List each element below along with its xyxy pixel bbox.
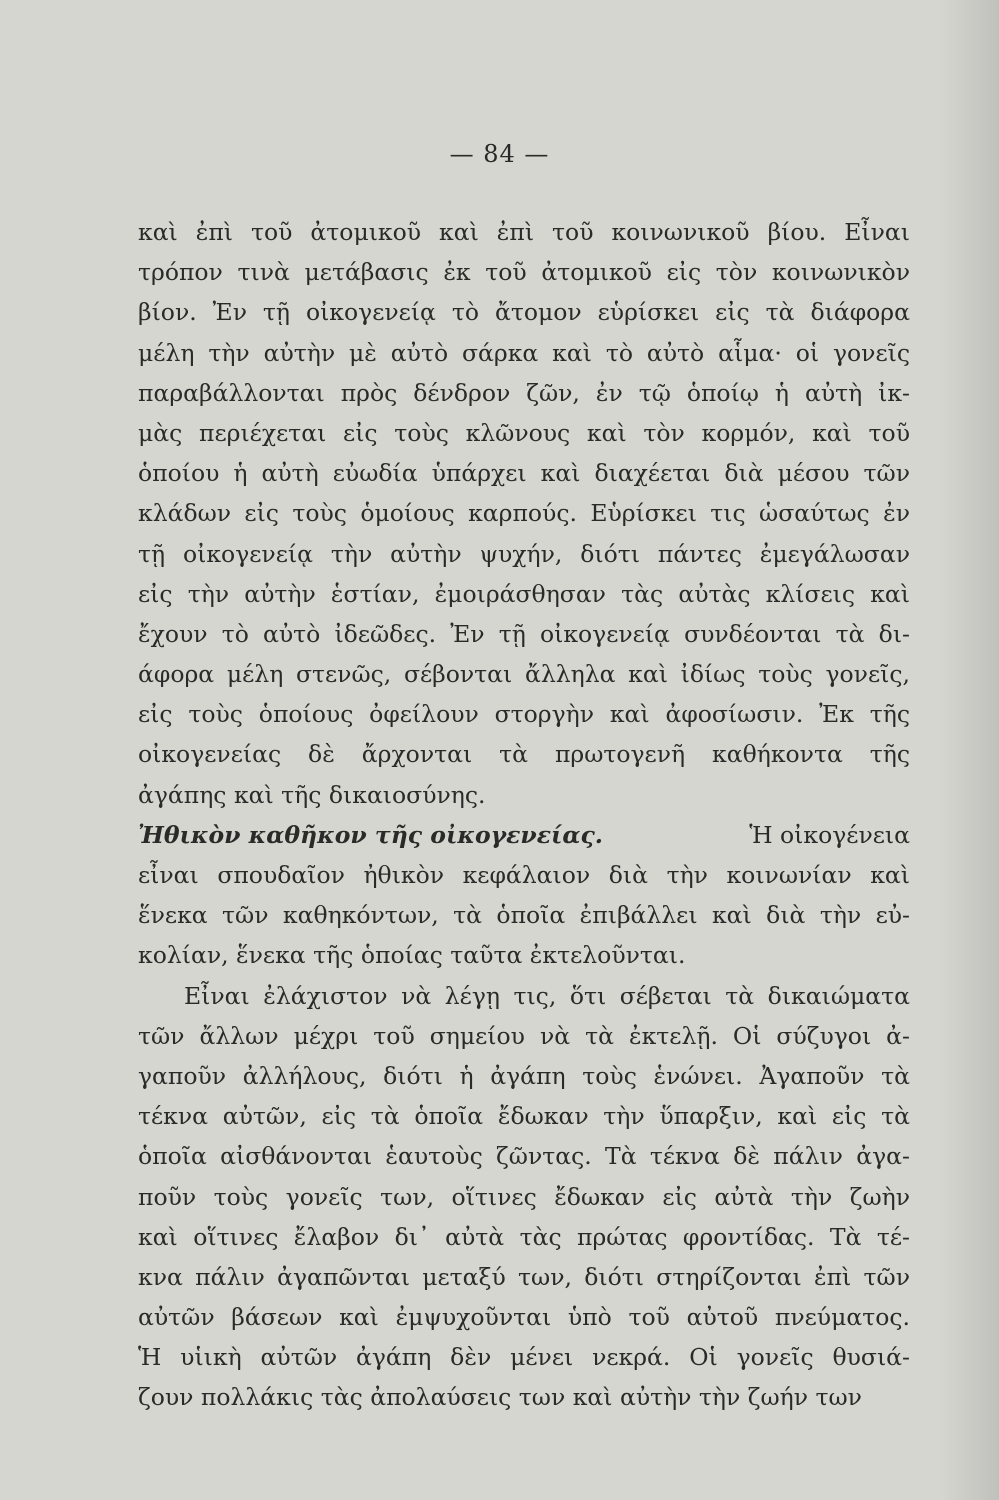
text-line [138, 976, 910, 1016]
line-text: καὶ ἐπὶ τοῦ ἀτομικοῦ καὶ ἐπὶ τοῦ κοινωνικοῦ βίου. Εἶναι [138, 218, 910, 246]
text-line [138, 333, 910, 373]
line-text: ζουν πολλάκις τὰς ἀπολαύσεις των καὶ αὐτὴν τὴν ζωήν των [138, 1383, 862, 1412]
line-text: τῇ οἰκογενείᾳ τὴν αὐτὴν ψυχήν, διότι πάντες ἐμεγάλωσαν [138, 539, 910, 568]
text-line [138, 1297, 910, 1337]
text-line [138, 534, 910, 574]
line-text: κνα πάλιν ἀγαπῶνται μεταξύ των, διότι στηρίζονται ἐπὶ τῶν [138, 1262, 910, 1291]
line-text: παραβάλλονται πρὸς δένδρον ζῶν, ἐν τῷ ὁποίῳ ἡ αὐτὴ ἰκ- [138, 378, 910, 407]
line-text: ὁποίου ἡ αὐτὴ εὐωδία ὑπάρχει καὶ διαχέεται διὰ μέσου τῶν [138, 459, 910, 488]
line-text: ὁποῖα αἰσθάνονται ἑαυτοὺς ζῶντας. Τὰ τέκνα δὲ πάλιν ἀγα- [138, 1142, 910, 1171]
line-text: τῶν ἄλλων μέχρι τοῦ σημείου νὰ τὰ ἐκτελῇ. Οἱ σύζυγοι ἀ- [138, 1021, 910, 1050]
text-line [138, 1177, 910, 1217]
text-line [138, 734, 910, 774]
line-text: κλάδων εἰς τοὺς ὁμοίους καρπούς. Εὑρίσκει τις ὡσαύτως ἐν [138, 499, 910, 528]
line-text: εἰς τὴν αὐτὴν ἑστίαν, ἐμοιράσθησαν τὰς αὐτὰς κλίσεις καὶ [138, 579, 910, 608]
line-text: καὶ οἵτινες ἔλαβον δι᾽ αὐτὰ τὰς πρώτας φροντίδας. Τὰ τέ- [138, 1222, 910, 1251]
line-text: εἰς τοὺς ὁποίους ὀφείλουν στοργὴν καὶ ἀφοσίωσιν. Ἐκ τῆς [138, 700, 910, 729]
line-text: Ἡ οἰκογένεια [749, 820, 910, 849]
body-text [138, 212, 910, 1418]
text-line [138, 292, 910, 332]
text-line [138, 1136, 910, 1176]
line-text: μὰς περιέχεται εἰς τοὺς κλῶνους καὶ τὸν κορμόν, καὶ τοῦ [138, 418, 910, 447]
text-line [138, 775, 910, 815]
line-text: κολίαν, ἕνεκα τῆς ὁποίας ταῦτα ἐκτελοῦνται. [138, 941, 686, 970]
text-line [138, 1217, 910, 1257]
line-text: Ἡ υἱικὴ αὐτῶν ἀγάπη δὲν μένει νεκρά. Οἱ γονεῖς θυσιά- [138, 1343, 910, 1372]
text-line [138, 1377, 910, 1417]
text-line [138, 373, 910, 413]
text-line [138, 1096, 910, 1136]
line-text: Εἶναι ἐλάχιστον νὰ λέγῃ τις, ὅτι σέβεται τὰ δικαιώματα [184, 981, 910, 1010]
line-text: άφορα μέλη στενῶς, σέβονται ἄλληλα καὶ ἰδίως τοὺς γονεῖς, [138, 660, 910, 689]
text-line [138, 694, 910, 734]
text-line [138, 1016, 910, 1056]
line-text: τρόπον τινὰ μετάβασις ἐκ τοῦ ἀτομικοῦ εἰς τὸν κοινωνικὸν [138, 258, 910, 287]
text-line [138, 895, 910, 935]
line-text: ποῦν τοὺς γονεῖς των, οἵτινες ἔδωκαν εἰς αὐτὰ τὴν ζωὴν [138, 1182, 910, 1211]
text-line [138, 574, 910, 614]
text-line [138, 493, 910, 533]
line-text: ἔχουν τὸ αὐτὸ ἰδεῶδες. Ἐν τῇ οἰκογενείᾳ συνδέονται τὰ δι- [138, 619, 910, 648]
line-text: ἀγάπης καὶ τῆς δικαιοσύνης. [138, 780, 486, 809]
line-text: μέλη τὴν αὐτὴν μὲ αὐτὸ σάρκα καὶ τὸ αὐτὸ αἷμα· οἱ γονεῖς [138, 338, 910, 367]
text-line [138, 1257, 910, 1297]
text-line [138, 252, 910, 292]
text-line [138, 212, 910, 252]
text-line [138, 855, 910, 895]
text-line [138, 654, 910, 694]
line-text: εἶναι σπουδαῖον ἠθικὸν κεφάλαιον διὰ τὴν κοινωνίαν καὶ [138, 861, 910, 889]
text-line [138, 1056, 910, 1096]
line-text: γαποῦν ἀλλήλους, διότι ἡ ἀγάπη τοὺς ἑνώνει. Ἀγαποῦν τὰ [138, 1061, 910, 1090]
text-line [138, 935, 910, 975]
text-line [138, 1337, 910, 1377]
line-text: αὐτῶν βάσεων καὶ ἐμψυχοῦνται ὑπὸ τοῦ αὐτοῦ πνεύματος. [138, 1303, 910, 1332]
page-gutter-shadow [939, 0, 999, 1500]
line-text: οἰκογενείας δὲ ἄρχονται τὰ πρωτογενῆ καθήκοντα τῆς [138, 740, 910, 769]
line-text: βίον. Ἐν τῇ οἰκογενείᾳ τὸ ἄτομον εὑρίσκει εἰς τὰ διάφορα [138, 298, 910, 327]
text-line [138, 413, 910, 453]
text-line [138, 614, 910, 654]
page-number: — 84 — [449, 140, 550, 168]
text-line [138, 453, 910, 493]
text-line [138, 815, 910, 855]
line-text: ἕνεκα τῶν καθηκόντων, τὰ ὁποῖα ἐπιβάλλει καὶ διὰ τὴν εὐ- [138, 901, 910, 930]
section-heading: Ἠθικὸν καθῆκον τῆς οἰκογενείας. [138, 820, 603, 849]
line-text: τέκνα αὐτῶν, εἰς τὰ ὁποῖα ἔδωκαν τὴν ὕπαρξιν, καὶ εἰς τὰ [138, 1102, 910, 1131]
